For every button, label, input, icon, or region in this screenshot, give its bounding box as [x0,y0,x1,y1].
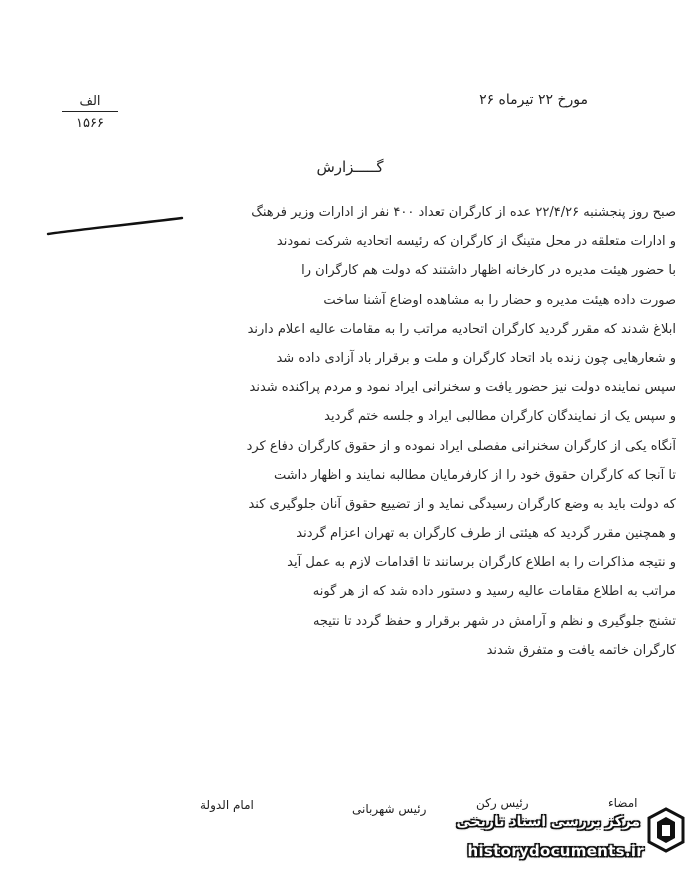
body-line: مراتب به اطلاع مقامات عالیه رسید و دستور داده شد که از هر گونه [312,584,676,600]
body-line: صورت داده هیئت مدیره و حضار را به مشاهده اوضاع آشنا ساخت [323,292,676,308]
document-date: مورخ ۲۲ تیرماه ۲۶ [479,92,588,108]
body-line: ابلاغ شدند که مقرر گردید کارگران اتحادیه مراتب را به مقامات عالیه اعلام دارند [247,321,676,337]
body-line: و ادارات متعلقه در محل متینگ از کارگران که رئیسه اتحادیه شرکت نمودند [276,234,676,250]
reference-number: ۱۵۶۶ [76,116,104,131]
archive-logo-icon [646,806,686,854]
signature-3: رئیس رکن [476,796,529,810]
body-line: صبح روز پنجشنبه ۲۲/۴/۲۶ عده از کارگران تعداد ۴۰۰ نفر از ادارات وزیر فرهنگ [251,205,676,220]
body-line: و سپس یک از نمایندگان کارگران مطالبی ایراد و جلسه ختم گردید [324,409,676,425]
document-body [44,198,676,665]
signature-1: امام الدولة [200,798,254,812]
body-line: تشنج جلوگیری و نظم و آرامش در شهر برقرار و حفظ گردد تا نتیجه [312,613,676,629]
signature-4: امضاء [608,796,638,810]
body-line: سپس نماینده دولت نیز حضور یافت و سخنرانی ایراد نمود و مردم پراکنده شدند [249,380,676,396]
document-title: گـــــزارش [316,158,384,176]
reference-label: الف [62,94,118,112]
body-line: و نتیجه مذاکرات را به اطلاع کارگران برسانند تا اقدامات لازم به عمل آید [287,555,676,571]
watermark-org-name: مرکز بررسی اسناد تاریخی [456,814,640,830]
body-line: با حضور هیئت مدیره در کارخانه اظهار داشتند که دولت هم کارگران را [301,263,676,279]
body-line: آنگاه یکی از کارگران سخنرانی مفصلی ایراد نموده و از حقوق کارگران دفاع کرد [246,438,676,454]
watermark [380,806,690,878]
body-line: و شعارهایی چون زنده باد اتحاد کارگران و ملت و برقرار باد آزادی داده شد [276,350,676,366]
body-line: و همچنین مقرر گردید که هیئتی از طرف کارگران به تهران اعزام گردند [296,526,676,542]
reference-block [62,94,118,131]
body-line: تا آنجا که کارگران حقوق خود را از کارفرمایان مطالبه نمایند و اظهار داشت [273,467,676,483]
body-line: کارگران خاتمه یافت و متفرق شدند [486,642,676,658]
body-line: که دولت باید به وضع کارگران رسیدگی نماید و از تضییع حقوق آنان جلوگیری کند [248,496,676,512]
watermark-url: historydocuments.ir [467,842,644,860]
signature-2: رئیس شهربانی [352,802,427,816]
